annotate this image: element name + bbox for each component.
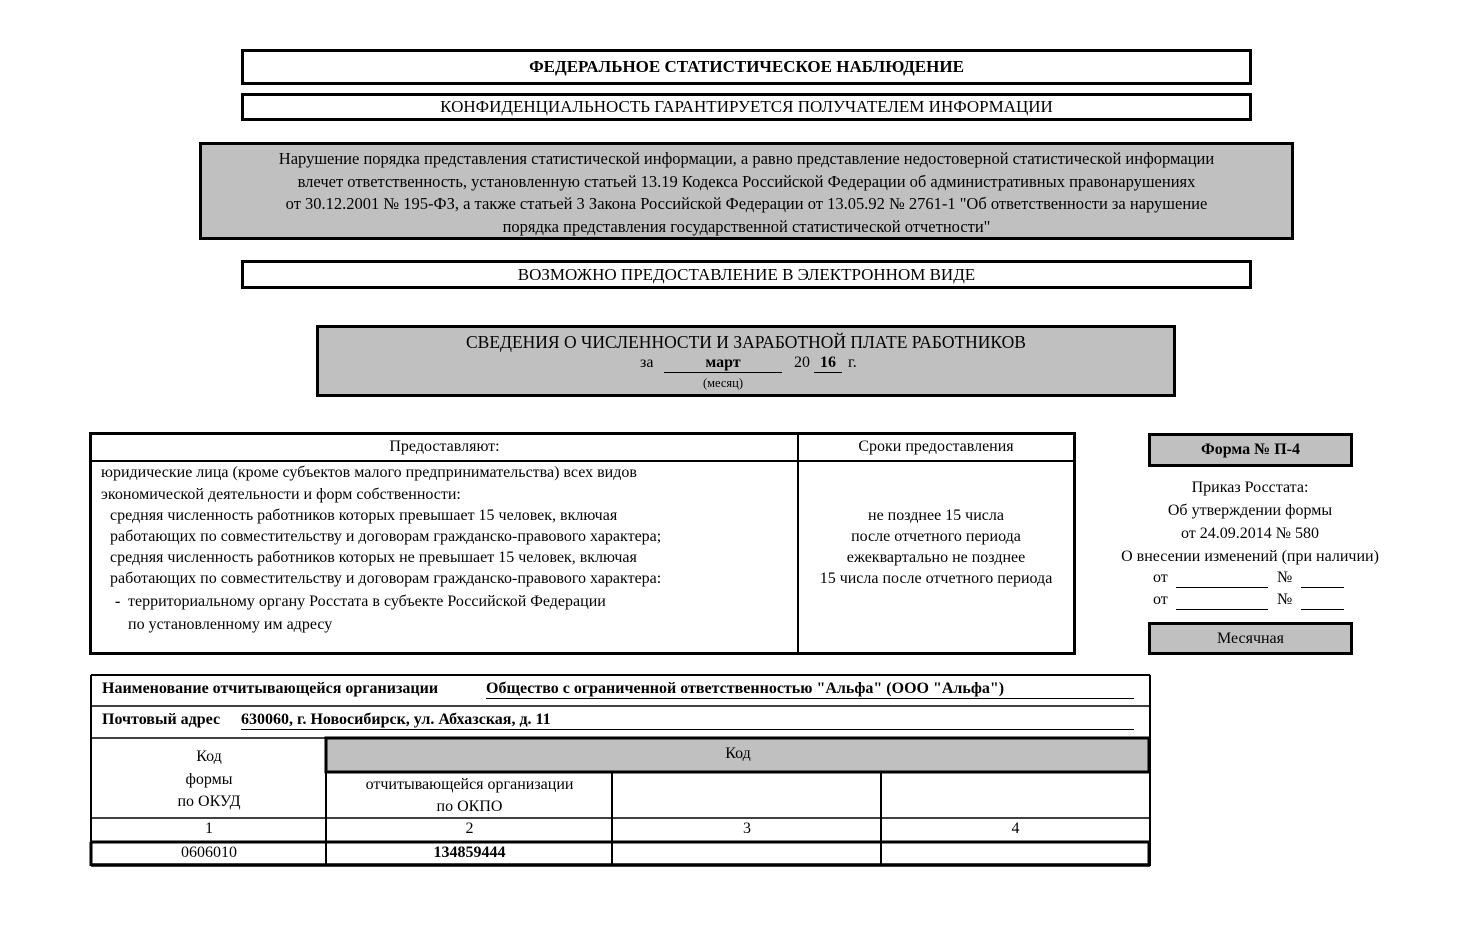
deadline-line: не позднее 15 числа bbox=[868, 507, 1004, 524]
provider-line: по установленному им адресу bbox=[128, 616, 333, 633]
provider-line: территориальному органу Росстата в субъекте Российской Федерации bbox=[128, 593, 606, 610]
okud-header-line: Код bbox=[196, 748, 222, 765]
order-line: Об утверждении формы bbox=[1167, 502, 1333, 519]
form-number: Форма № П-4 bbox=[1148, 433, 1353, 467]
warning-line: от 30.12.2001 № 195-ФЗ, а также статьей 3 Закона Российской Федерации от 13.05.92 № 2761-1 "Об ответственности за нарушение bbox=[285, 194, 1208, 213]
column-number: 3 bbox=[743, 820, 751, 837]
okpo-header-line: отчитывающейся организации bbox=[365, 776, 574, 793]
warning-line: влечет ответственность, установленную статьей 13.19 Кодекса Российской Федерации об административных правонарушениях bbox=[297, 171, 1196, 191]
code-cell-3[interactable] bbox=[613, 844, 881, 864]
order-line: от 24.09.2014 № 580 bbox=[1180, 525, 1320, 542]
report-title: СВЕДЕНИЯ О ЧИСЛЕННОСТИ И ЗАРАБОТНОЙ ПЛАТЕ РАБОТНИКОВ bbox=[466, 332, 1026, 352]
order-line: Приказ Росстата: bbox=[1191, 479, 1309, 496]
postal-address-label: Почтовый адрес bbox=[102, 711, 221, 728]
list-dash: - bbox=[115, 593, 121, 610]
okpo-header bbox=[327, 774, 612, 818]
column-number: 2 bbox=[465, 820, 474, 837]
periodicity-badge: Месячная bbox=[1148, 622, 1353, 655]
org-name-label: Наименование отчитывающейся организации bbox=[102, 680, 439, 697]
order-line: О внесении изменений (при наличии) bbox=[1121, 548, 1379, 565]
okpo-code-value[interactable]: 134859444 bbox=[433, 844, 506, 861]
okud-header bbox=[92, 746, 326, 814]
electronic-submission-header: ВОЗМОЖНО ПРЕДОСТАВЛЕНИЕ В ЭЛЕКТРОННОМ ВИДЕ bbox=[241, 260, 1252, 289]
deadline-line: после отчетного периода bbox=[851, 528, 1021, 545]
amendment-number-label: № bbox=[1277, 591, 1293, 608]
confidentiality-header: КОНФИДЕНЦИАЛЬНОСТЬ ГАРАНТИРУЕТСЯ ПОЛУЧАТЕЛЕМ ИНФОРМАЦИИ bbox=[241, 93, 1252, 121]
report-month[interactable]: март bbox=[664, 354, 782, 373]
code-header: Код bbox=[725, 745, 751, 762]
period-prefix: за bbox=[640, 354, 654, 371]
okud-header-line: по ОКУД bbox=[177, 793, 241, 810]
month-hint: (месяц) bbox=[702, 376, 744, 390]
column-number: 4 bbox=[1011, 820, 1020, 837]
provider-line: средняя численность работников которых не превышает 15 человек, включая bbox=[110, 549, 637, 566]
report-year[interactable]: 16 bbox=[814, 354, 842, 373]
year-century: 20 bbox=[794, 354, 810, 371]
deadlines-header: Сроки предоставления bbox=[858, 438, 1014, 455]
deadline-line: 15 числа после отчетного периода bbox=[819, 570, 1053, 587]
provider-line: юридические лица (кроме субъектов малого предпринимательства) всех видов bbox=[101, 464, 637, 481]
code-cell-4[interactable] bbox=[882, 844, 1149, 864]
warning-line: Нарушение порядка представления статистической информации, а равно представление недостоверной статистической информации bbox=[278, 149, 1215, 168]
provider-line: работающих по совместительству и договорам гражданско-правового характера: bbox=[110, 570, 662, 587]
federal-observation-header: ФЕДЕРАЛЬНОЕ СТАТИСТИЧЕСКОЕ НАБЛЮДЕНИЕ bbox=[241, 49, 1252, 85]
postal-address-value[interactable]: 630060, г. Новосибирск, ул. Абхазская, д. 11 bbox=[241, 711, 1134, 730]
deadline-line: ежеквартально не позднее bbox=[846, 549, 1026, 566]
amendment-date-label: от bbox=[1153, 591, 1168, 608]
provider-line: экономической деятельности и форм собственности: bbox=[101, 486, 461, 503]
amendment-date-label: от bbox=[1153, 569, 1168, 586]
okpo-header-line: по ОКПО bbox=[436, 798, 503, 815]
warning-line: порядка представления государственной статистической отчетности" bbox=[502, 216, 991, 236]
amendment-number-label: № bbox=[1277, 569, 1293, 586]
provider-line: средняя численность работников которых превышает 15 человек, включая bbox=[110, 507, 618, 524]
okud-code-value[interactable]: 0606010 bbox=[181, 844, 237, 861]
year-suffix: г. bbox=[848, 354, 857, 371]
providers-header: Предоставляют: bbox=[389, 438, 500, 455]
okud-header-line: формы bbox=[185, 770, 233, 788]
org-name-value[interactable]: Общество с ограниченной ответственностью "Альфа" (ООО "Альфа") bbox=[486, 680, 1134, 699]
column-number: 1 bbox=[205, 820, 213, 837]
provider-line: работающих по совместительству и договорам гражданско-правового характера; bbox=[110, 528, 662, 545]
